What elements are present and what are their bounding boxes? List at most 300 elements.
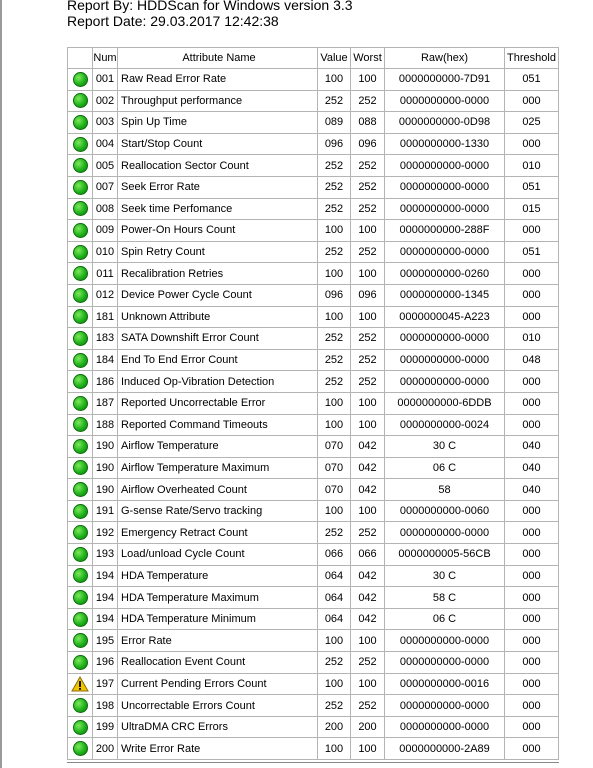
attribute-threshold: 000: [505, 306, 559, 328]
attribute-name: Spin Up Time: [118, 112, 318, 134]
table-row: [68, 328, 559, 350]
attribute-threshold: 010: [505, 328, 559, 350]
status-cell: [68, 263, 93, 285]
attribute-threshold: 051: [505, 176, 559, 198]
attribute-worst: 100: [351, 738, 385, 760]
attribute-worst: 096: [351, 133, 385, 155]
attribute-raw: 0000000000-288F: [385, 220, 505, 242]
attribute-threshold: 000: [505, 716, 559, 738]
attribute-raw: 0000000000-0000: [385, 522, 505, 544]
attribute-num: 190: [93, 479, 118, 501]
attribute-value: 252: [318, 652, 351, 674]
ok-status-icon: [73, 460, 88, 475]
attribute-worst: 252: [351, 155, 385, 177]
attribute-raw: 06 C: [385, 608, 505, 630]
attribute-raw: 0000000000-0000: [385, 328, 505, 350]
attribute-worst: 252: [351, 349, 385, 371]
status-cell: [68, 652, 93, 674]
attribute-name: HDA Temperature: [118, 565, 318, 587]
attribute-num: 186: [93, 371, 118, 393]
attribute-threshold: 000: [505, 565, 559, 587]
attribute-raw: 0000000000-0024: [385, 414, 505, 436]
ok-status-icon: [73, 201, 88, 216]
attribute-worst: 252: [351, 328, 385, 350]
attribute-name: End To End Error Count: [118, 349, 318, 371]
status-cell: [68, 349, 93, 371]
attribute-value: 096: [318, 133, 351, 155]
column-header-worst: Worst: [351, 48, 385, 69]
attribute-name: Uncorrectable Errors Count: [118, 695, 318, 717]
attribute-value: 252: [318, 371, 351, 393]
attribute-value: 252: [318, 155, 351, 177]
attribute-num: 192: [93, 522, 118, 544]
attribute-num: 195: [93, 630, 118, 652]
status-cell: [68, 522, 93, 544]
attribute-name: Power-On Hours Count: [118, 220, 318, 242]
attribute-raw: 0000000000-0000: [385, 241, 505, 263]
attribute-threshold: 000: [505, 371, 559, 393]
table-row: [68, 198, 559, 220]
table-row: [68, 263, 559, 285]
attribute-num: 184: [93, 349, 118, 371]
attribute-worst: 088: [351, 112, 385, 134]
ok-status-icon: [73, 245, 88, 260]
attribute-value: 064: [318, 565, 351, 587]
attribute-raw: 0000000000-0260: [385, 263, 505, 285]
bottom-divider: [67, 762, 559, 763]
table-row: [68, 652, 559, 674]
status-cell: [68, 371, 93, 393]
attribute-worst: 100: [351, 414, 385, 436]
attribute-threshold: 000: [505, 587, 559, 609]
attribute-worst: 042: [351, 587, 385, 609]
smart-attributes-table: [67, 47, 559, 760]
table-row: [68, 695, 559, 717]
attribute-value: 100: [318, 392, 351, 414]
attribute-threshold: 000: [505, 90, 559, 112]
attribute-name: Write Error Rate: [118, 738, 318, 760]
status-cell: [68, 220, 93, 242]
column-header-value: Value: [318, 48, 351, 69]
status-cell: [68, 90, 93, 112]
attribute-name: Induced Op-Vibration Detection: [118, 371, 318, 393]
attribute-worst: 100: [351, 392, 385, 414]
ok-status-icon: [73, 137, 88, 152]
attribute-value: 100: [318, 414, 351, 436]
attribute-worst: 252: [351, 198, 385, 220]
status-cell: [68, 284, 93, 306]
attribute-worst: 042: [351, 457, 385, 479]
attribute-threshold: 000: [505, 673, 559, 695]
attribute-name: G-sense Rate/Servo tracking: [118, 500, 318, 522]
attribute-num: 194: [93, 608, 118, 630]
attribute-raw: 0000000000-1330: [385, 133, 505, 155]
ok-status-icon: [73, 309, 88, 324]
attribute-value: 100: [318, 69, 351, 91]
table-row: [68, 457, 559, 479]
ok-status-icon: [73, 72, 88, 87]
attribute-worst: 252: [351, 652, 385, 674]
attribute-worst: 252: [351, 241, 385, 263]
attribute-threshold: 040: [505, 436, 559, 458]
attribute-raw: 0000000000-0000: [385, 630, 505, 652]
attribute-threshold: 000: [505, 284, 559, 306]
status-cell: [68, 328, 93, 350]
ok-status-icon: [73, 590, 88, 605]
ok-status-icon: [73, 353, 88, 368]
status-cell: [68, 133, 93, 155]
attribute-raw: 0000000000-0016: [385, 673, 505, 695]
attribute-threshold: 000: [505, 522, 559, 544]
attribute-raw: 0000000000-0000: [385, 198, 505, 220]
attribute-worst: 100: [351, 220, 385, 242]
attribute-value: 089: [318, 112, 351, 134]
attribute-num: 190: [93, 436, 118, 458]
attribute-threshold: 040: [505, 479, 559, 501]
table-row: [68, 500, 559, 522]
page-left-border: [0, 0, 2, 768]
status-cell: [68, 673, 93, 695]
attribute-name: Start/Stop Count: [118, 133, 318, 155]
attribute-threshold: 000: [505, 500, 559, 522]
attribute-raw: 30 C: [385, 436, 505, 458]
table-row: [68, 392, 559, 414]
attribute-num: 194: [93, 587, 118, 609]
attribute-threshold: 000: [505, 630, 559, 652]
attribute-raw: 0000000000-0000: [385, 371, 505, 393]
table-row: [68, 371, 559, 393]
attribute-threshold: 025: [505, 112, 559, 134]
attribute-raw: 0000000000-0000: [385, 695, 505, 717]
table-row: [68, 414, 559, 436]
table-row: [68, 220, 559, 242]
table-header-row: [68, 48, 559, 69]
attribute-value: 252: [318, 328, 351, 350]
status-cell: [68, 457, 93, 479]
attribute-name: Load/unload Cycle Count: [118, 544, 318, 566]
status-cell: [68, 716, 93, 738]
attribute-name: Emergency Retract Count: [118, 522, 318, 544]
attribute-num: 196: [93, 652, 118, 674]
table-row: [68, 716, 559, 738]
attribute-raw: 0000000000-1345: [385, 284, 505, 306]
attribute-worst: 100: [351, 630, 385, 652]
attribute-num: 188: [93, 414, 118, 436]
table-row: [68, 608, 559, 630]
attribute-raw: 0000000000-0D98: [385, 112, 505, 134]
attribute-threshold: 000: [505, 392, 559, 414]
column-header-threshold: Threshold: [505, 48, 559, 69]
attribute-threshold: 000: [505, 652, 559, 674]
attribute-value: 100: [318, 306, 351, 328]
status-cell: [68, 608, 93, 630]
attribute-num: 199: [93, 716, 118, 738]
status-cell: [68, 544, 93, 566]
ok-status-icon: [73, 158, 88, 173]
status-cell: [68, 306, 93, 328]
status-cell: [68, 587, 93, 609]
attribute-raw: 0000000000-0000: [385, 155, 505, 177]
attribute-num: 183: [93, 328, 118, 350]
attribute-num: 012: [93, 284, 118, 306]
attribute-threshold: 015: [505, 198, 559, 220]
ok-status-icon: [73, 439, 88, 454]
attribute-worst: 042: [351, 436, 385, 458]
attribute-worst: 252: [351, 176, 385, 198]
ok-status-icon: [73, 331, 88, 346]
status-cell: [68, 695, 93, 717]
attribute-name: Seek Error Rate: [118, 176, 318, 198]
ok-status-icon: [73, 417, 88, 432]
table-row: [68, 133, 559, 155]
status-cell: [68, 198, 93, 220]
attribute-value: 200: [318, 716, 351, 738]
attribute-value: 100: [318, 673, 351, 695]
attribute-name: Device Power Cycle Count: [118, 284, 318, 306]
attribute-worst: 100: [351, 263, 385, 285]
attribute-raw: 0000000000-0000: [385, 90, 505, 112]
attribute-worst: 100: [351, 673, 385, 695]
table-row: [68, 241, 559, 263]
ok-status-icon: [73, 612, 88, 627]
attribute-name: Throughput performance: [118, 90, 318, 112]
attribute-threshold: 010: [505, 155, 559, 177]
attribute-threshold: 051: [505, 69, 559, 91]
ok-status-icon: [73, 223, 88, 238]
table-row: [68, 69, 559, 91]
attribute-value: 070: [318, 436, 351, 458]
attribute-raw: 06 C: [385, 457, 505, 479]
table-row: [68, 738, 559, 760]
attribute-num: 191: [93, 500, 118, 522]
attribute-num: 011: [93, 263, 118, 285]
attribute-worst: 066: [351, 544, 385, 566]
column-header-num: Num: [93, 48, 118, 69]
status-cell: [68, 69, 93, 91]
attribute-num: 193: [93, 544, 118, 566]
attribute-raw: 0000000000-2A89: [385, 738, 505, 760]
attribute-num: 002: [93, 90, 118, 112]
attribute-name: HDA Temperature Maximum: [118, 587, 318, 609]
attribute-value: 064: [318, 587, 351, 609]
attribute-num: 003: [93, 112, 118, 134]
attribute-threshold: 040: [505, 457, 559, 479]
attribute-value: 252: [318, 198, 351, 220]
attribute-num: 010: [93, 241, 118, 263]
status-cell: [68, 392, 93, 414]
attribute-value: 252: [318, 522, 351, 544]
attribute-value: 252: [318, 349, 351, 371]
ok-status-icon: [73, 741, 88, 756]
attribute-raw: 0000000045-A223: [385, 306, 505, 328]
table-row: [68, 176, 559, 198]
attribute-name: Spin Retry Count: [118, 241, 318, 263]
ok-status-icon: [73, 374, 88, 389]
attribute-threshold: 000: [505, 220, 559, 242]
attribute-worst: 100: [351, 306, 385, 328]
status-cell: [68, 738, 93, 760]
attribute-name: UltraDMA CRC Errors: [118, 716, 318, 738]
status-cell: [68, 565, 93, 587]
attribute-worst: 096: [351, 284, 385, 306]
table-row: [68, 436, 559, 458]
attribute-worst: 042: [351, 479, 385, 501]
ok-status-icon: [73, 655, 88, 670]
ok-status-icon: [73, 115, 88, 130]
report-header: [67, 0, 353, 29]
attribute-value: 252: [318, 176, 351, 198]
status-cell: [68, 176, 93, 198]
ok-status-icon: [73, 720, 88, 735]
attribute-value: 252: [318, 241, 351, 263]
attribute-threshold: 000: [505, 263, 559, 285]
attribute-raw: 58: [385, 479, 505, 501]
report-date-line: Report Date: 29.03.2017 12:42:38: [67, 13, 279, 29]
attribute-num: 007: [93, 176, 118, 198]
attribute-raw: 0000000000-6DDB: [385, 392, 505, 414]
ok-status-icon: [73, 180, 88, 195]
attribute-worst: 042: [351, 565, 385, 587]
attribute-threshold: 051: [505, 241, 559, 263]
attribute-value: 064: [318, 608, 351, 630]
status-cell: [68, 436, 93, 458]
attribute-value: 070: [318, 457, 351, 479]
attribute-threshold: 000: [505, 695, 559, 717]
status-cell: [68, 500, 93, 522]
attribute-name: Seek time Perfomance: [118, 198, 318, 220]
attribute-worst: 100: [351, 69, 385, 91]
report-by-line: Report By: HDDScan for Windows version 3.3: [67, 0, 353, 13]
attribute-name: Error Rate: [118, 630, 318, 652]
status-cell: [68, 112, 93, 134]
attribute-num: 190: [93, 457, 118, 479]
ok-status-icon: [73, 698, 88, 713]
attribute-name: Reallocation Sector Count: [118, 155, 318, 177]
ok-status-icon: [73, 633, 88, 648]
attribute-threshold: 000: [505, 414, 559, 436]
table-row: [68, 349, 559, 371]
ok-status-icon: [73, 504, 88, 519]
attribute-value: 100: [318, 500, 351, 522]
attribute-value: 096: [318, 284, 351, 306]
attribute-raw: 58 C: [385, 587, 505, 609]
table-row: [68, 522, 559, 544]
attribute-threshold: 000: [505, 133, 559, 155]
table-row: [68, 565, 559, 587]
attribute-name: Unknown Attribute: [118, 306, 318, 328]
attribute-num: 004: [93, 133, 118, 155]
attribute-threshold: 000: [505, 608, 559, 630]
attribute-value: 100: [318, 738, 351, 760]
status-cell: [68, 479, 93, 501]
ok-status-icon: [73, 547, 88, 562]
attribute-worst: 252: [351, 695, 385, 717]
ok-status-icon: [73, 525, 88, 540]
attribute-raw: 0000000000-0060: [385, 500, 505, 522]
attribute-num: 187: [93, 392, 118, 414]
attribute-name: Airflow Temperature Maximum: [118, 457, 318, 479]
attribute-num: 198: [93, 695, 118, 717]
table-row: [68, 544, 559, 566]
table-row: [68, 479, 559, 501]
attribute-worst: 042: [351, 608, 385, 630]
attribute-value: 100: [318, 263, 351, 285]
attribute-raw: 0000000000-0000: [385, 716, 505, 738]
attribute-worst: 100: [351, 500, 385, 522]
attribute-name: Recalibration Retries: [118, 263, 318, 285]
attribute-value: 066: [318, 544, 351, 566]
attribute-worst: 200: [351, 716, 385, 738]
attribute-raw: 0000000000-0000: [385, 176, 505, 198]
ok-status-icon: [73, 396, 88, 411]
attribute-raw: 0000000005-56CB: [385, 544, 505, 566]
attribute-value: 252: [318, 695, 351, 717]
attribute-name: Current Pending Errors Count: [118, 673, 318, 695]
attribute-name: Airflow Temperature: [118, 436, 318, 458]
column-header-attribute-name: Attribute Name: [118, 48, 318, 69]
table-row: [68, 284, 559, 306]
status-cell: [68, 155, 93, 177]
attribute-num: 008: [93, 198, 118, 220]
attribute-name: Airflow Overheated Count: [118, 479, 318, 501]
status-cell: [68, 241, 93, 263]
attribute-name: Reallocation Event Count: [118, 652, 318, 674]
ok-status-icon: [73, 266, 88, 281]
table-row: [68, 630, 559, 652]
attribute-raw: 0000000000-0000: [385, 349, 505, 371]
attribute-num: 200: [93, 738, 118, 760]
column-header-raw: Raw(hex): [385, 48, 505, 69]
ok-status-icon: [73, 482, 88, 497]
attribute-value: 070: [318, 479, 351, 501]
attribute-name: Raw Read Error Rate: [118, 69, 318, 91]
attribute-value: 100: [318, 220, 351, 242]
attribute-value: 252: [318, 90, 351, 112]
table-body: [68, 69, 559, 760]
attribute-name: SATA Downshift Error Count: [118, 328, 318, 350]
attribute-num: 181: [93, 306, 118, 328]
attribute-num: 009: [93, 220, 118, 242]
attribute-threshold: 048: [505, 349, 559, 371]
attribute-threshold: 000: [505, 544, 559, 566]
attribute-raw: 0000000000-7D91: [385, 69, 505, 91]
attribute-value: 100: [318, 630, 351, 652]
attribute-worst: 252: [351, 371, 385, 393]
status-cell: [68, 630, 93, 652]
attribute-name: HDA Temperature Minimum: [118, 608, 318, 630]
status-cell: [68, 414, 93, 436]
ok-status-icon: [73, 93, 88, 108]
attribute-worst: 252: [351, 522, 385, 544]
table-row: [68, 306, 559, 328]
attribute-worst: 252: [351, 90, 385, 112]
attribute-name: Reported Uncorrectable Error: [118, 392, 318, 414]
warning-icon: [71, 676, 89, 692]
attribute-num: 194: [93, 565, 118, 587]
ok-status-icon: [73, 288, 88, 303]
column-header-status: [68, 48, 93, 69]
attribute-num: 001: [93, 69, 118, 91]
table-row: [68, 112, 559, 134]
table-row: [68, 155, 559, 177]
attribute-raw: 0000000000-0000: [385, 652, 505, 674]
ok-status-icon: [73, 568, 88, 583]
attribute-num: 005: [93, 155, 118, 177]
attribute-num: 197: [93, 673, 118, 695]
table-row: [68, 673, 559, 695]
attribute-name: Reported Command Timeouts: [118, 414, 318, 436]
attribute-raw: 30 C: [385, 565, 505, 587]
